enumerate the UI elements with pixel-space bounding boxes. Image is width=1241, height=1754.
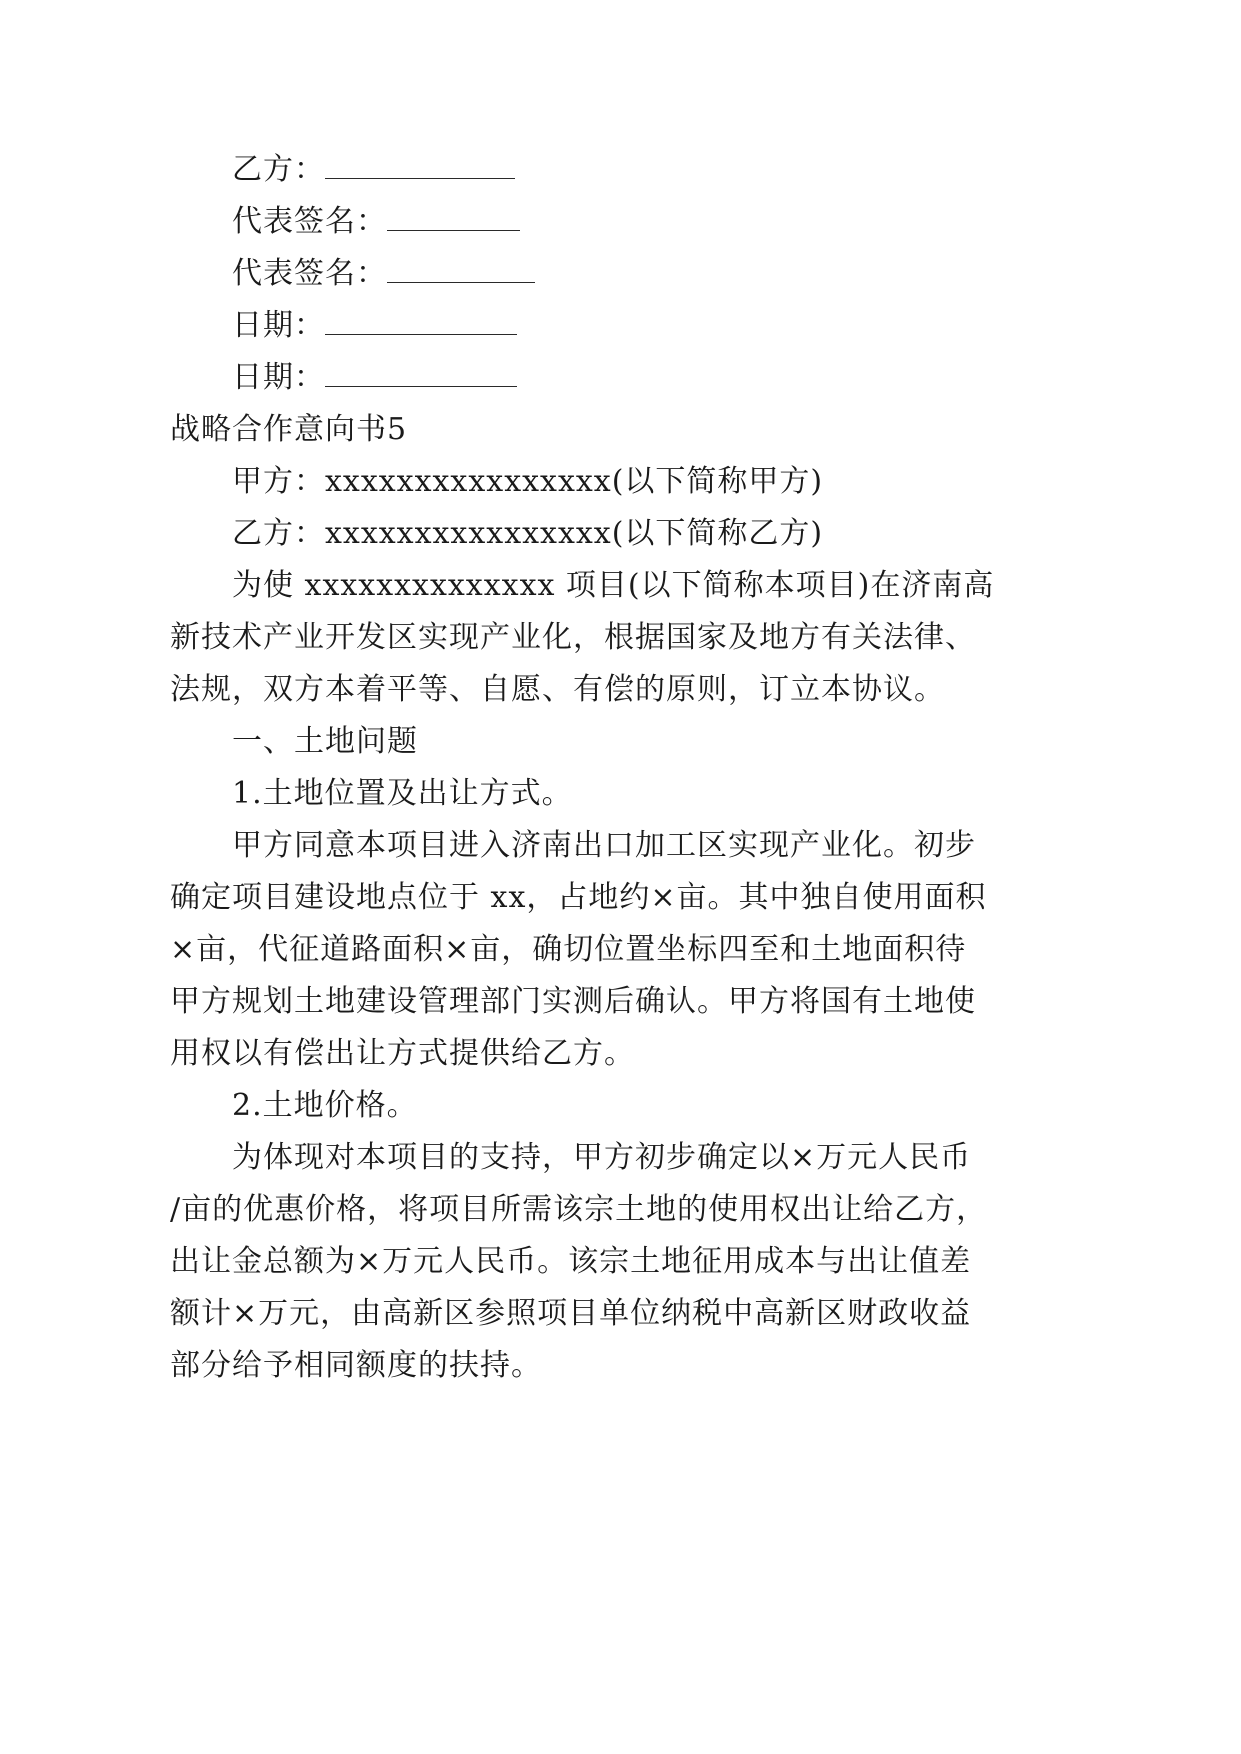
date-line-1 — [232, 306, 517, 346]
party-b-label: 乙方： — [232, 152, 325, 187]
intro-line: 新技术产业开发区实现产业化，根据国家及地方有关法律、 — [170, 620, 976, 655]
item-2-body-line: /亩的优惠价格，将项目所需该宗土地的使用权出让给乙方， — [170, 1192, 988, 1227]
party-b-line: 乙方：xxxxxxxxxxxxxxxx(以下简称乙方) — [232, 516, 824, 551]
rep-sign-blank-1 — [387, 204, 520, 231]
item-2-body-line: 部分给予相同额度的扶持。 — [170, 1348, 542, 1383]
date-label-2: 日期： — [232, 360, 325, 395]
rep-sign-label-1: 代表签名： — [232, 204, 387, 239]
date-blank-2 — [325, 360, 517, 387]
rep-signature-line-1 — [232, 202, 520, 242]
item-2-title: 2.土地价格。 — [232, 1088, 418, 1123]
item-2-body-line: 额计×万元，由高新区参照项目单位纳税中高新区财政收益 — [170, 1296, 972, 1331]
date-blank-1 — [325, 308, 517, 335]
section-title: 战略合作意向书5 — [170, 412, 408, 447]
item-2-body-line: 为体现对本项目的支持，甲方初步确定以×万元人民币 — [232, 1140, 972, 1175]
rep-sign-label-2: 代表签名： — [232, 256, 387, 291]
item-1-title: 1.土地位置及出让方式。 — [232, 776, 573, 811]
item-1-body-line: 甲方规划土地建设管理部门实测后确认。甲方将国有土地使 — [170, 984, 976, 1019]
party-a-line: 甲方：xxxxxxxxxxxxxxxx(以下简称甲方) — [232, 464, 824, 499]
intro-line: 法规，双方本着平等、自愿、有偿的原则，订立本协议。 — [170, 672, 945, 707]
heading-land-issues: 一、土地问题 — [232, 724, 418, 759]
rep-sign-blank-2 — [387, 256, 535, 283]
item-1-body-line: 确定项目建设地点位于 xx，占地约×亩。其中独自使用面积 — [170, 880, 987, 915]
date-line-2 — [232, 358, 517, 398]
item-2-body-line: 出让金总额为×万元人民币。该宗土地征用成本与出让值差 — [170, 1244, 972, 1279]
item-1-body-line: ×亩，代征道路面积×亩，确切位置坐标四至和土地面积待 — [170, 932, 967, 967]
rep-signature-line-2 — [232, 254, 535, 294]
date-label-1: 日期： — [232, 308, 325, 343]
item-1-body-line: 用权以有偿出让方式提供给乙方。 — [170, 1036, 635, 1071]
item-1-body-line: 甲方同意本项目进入济南出口加工区实现产业化。初步 — [232, 828, 976, 863]
party-b-blank — [325, 152, 515, 179]
intro-line: 为使 xxxxxxxxxxxxxx 项目(以下简称本项目)在济南高 — [232, 568, 995, 603]
party-b-signature-line — [232, 150, 515, 190]
